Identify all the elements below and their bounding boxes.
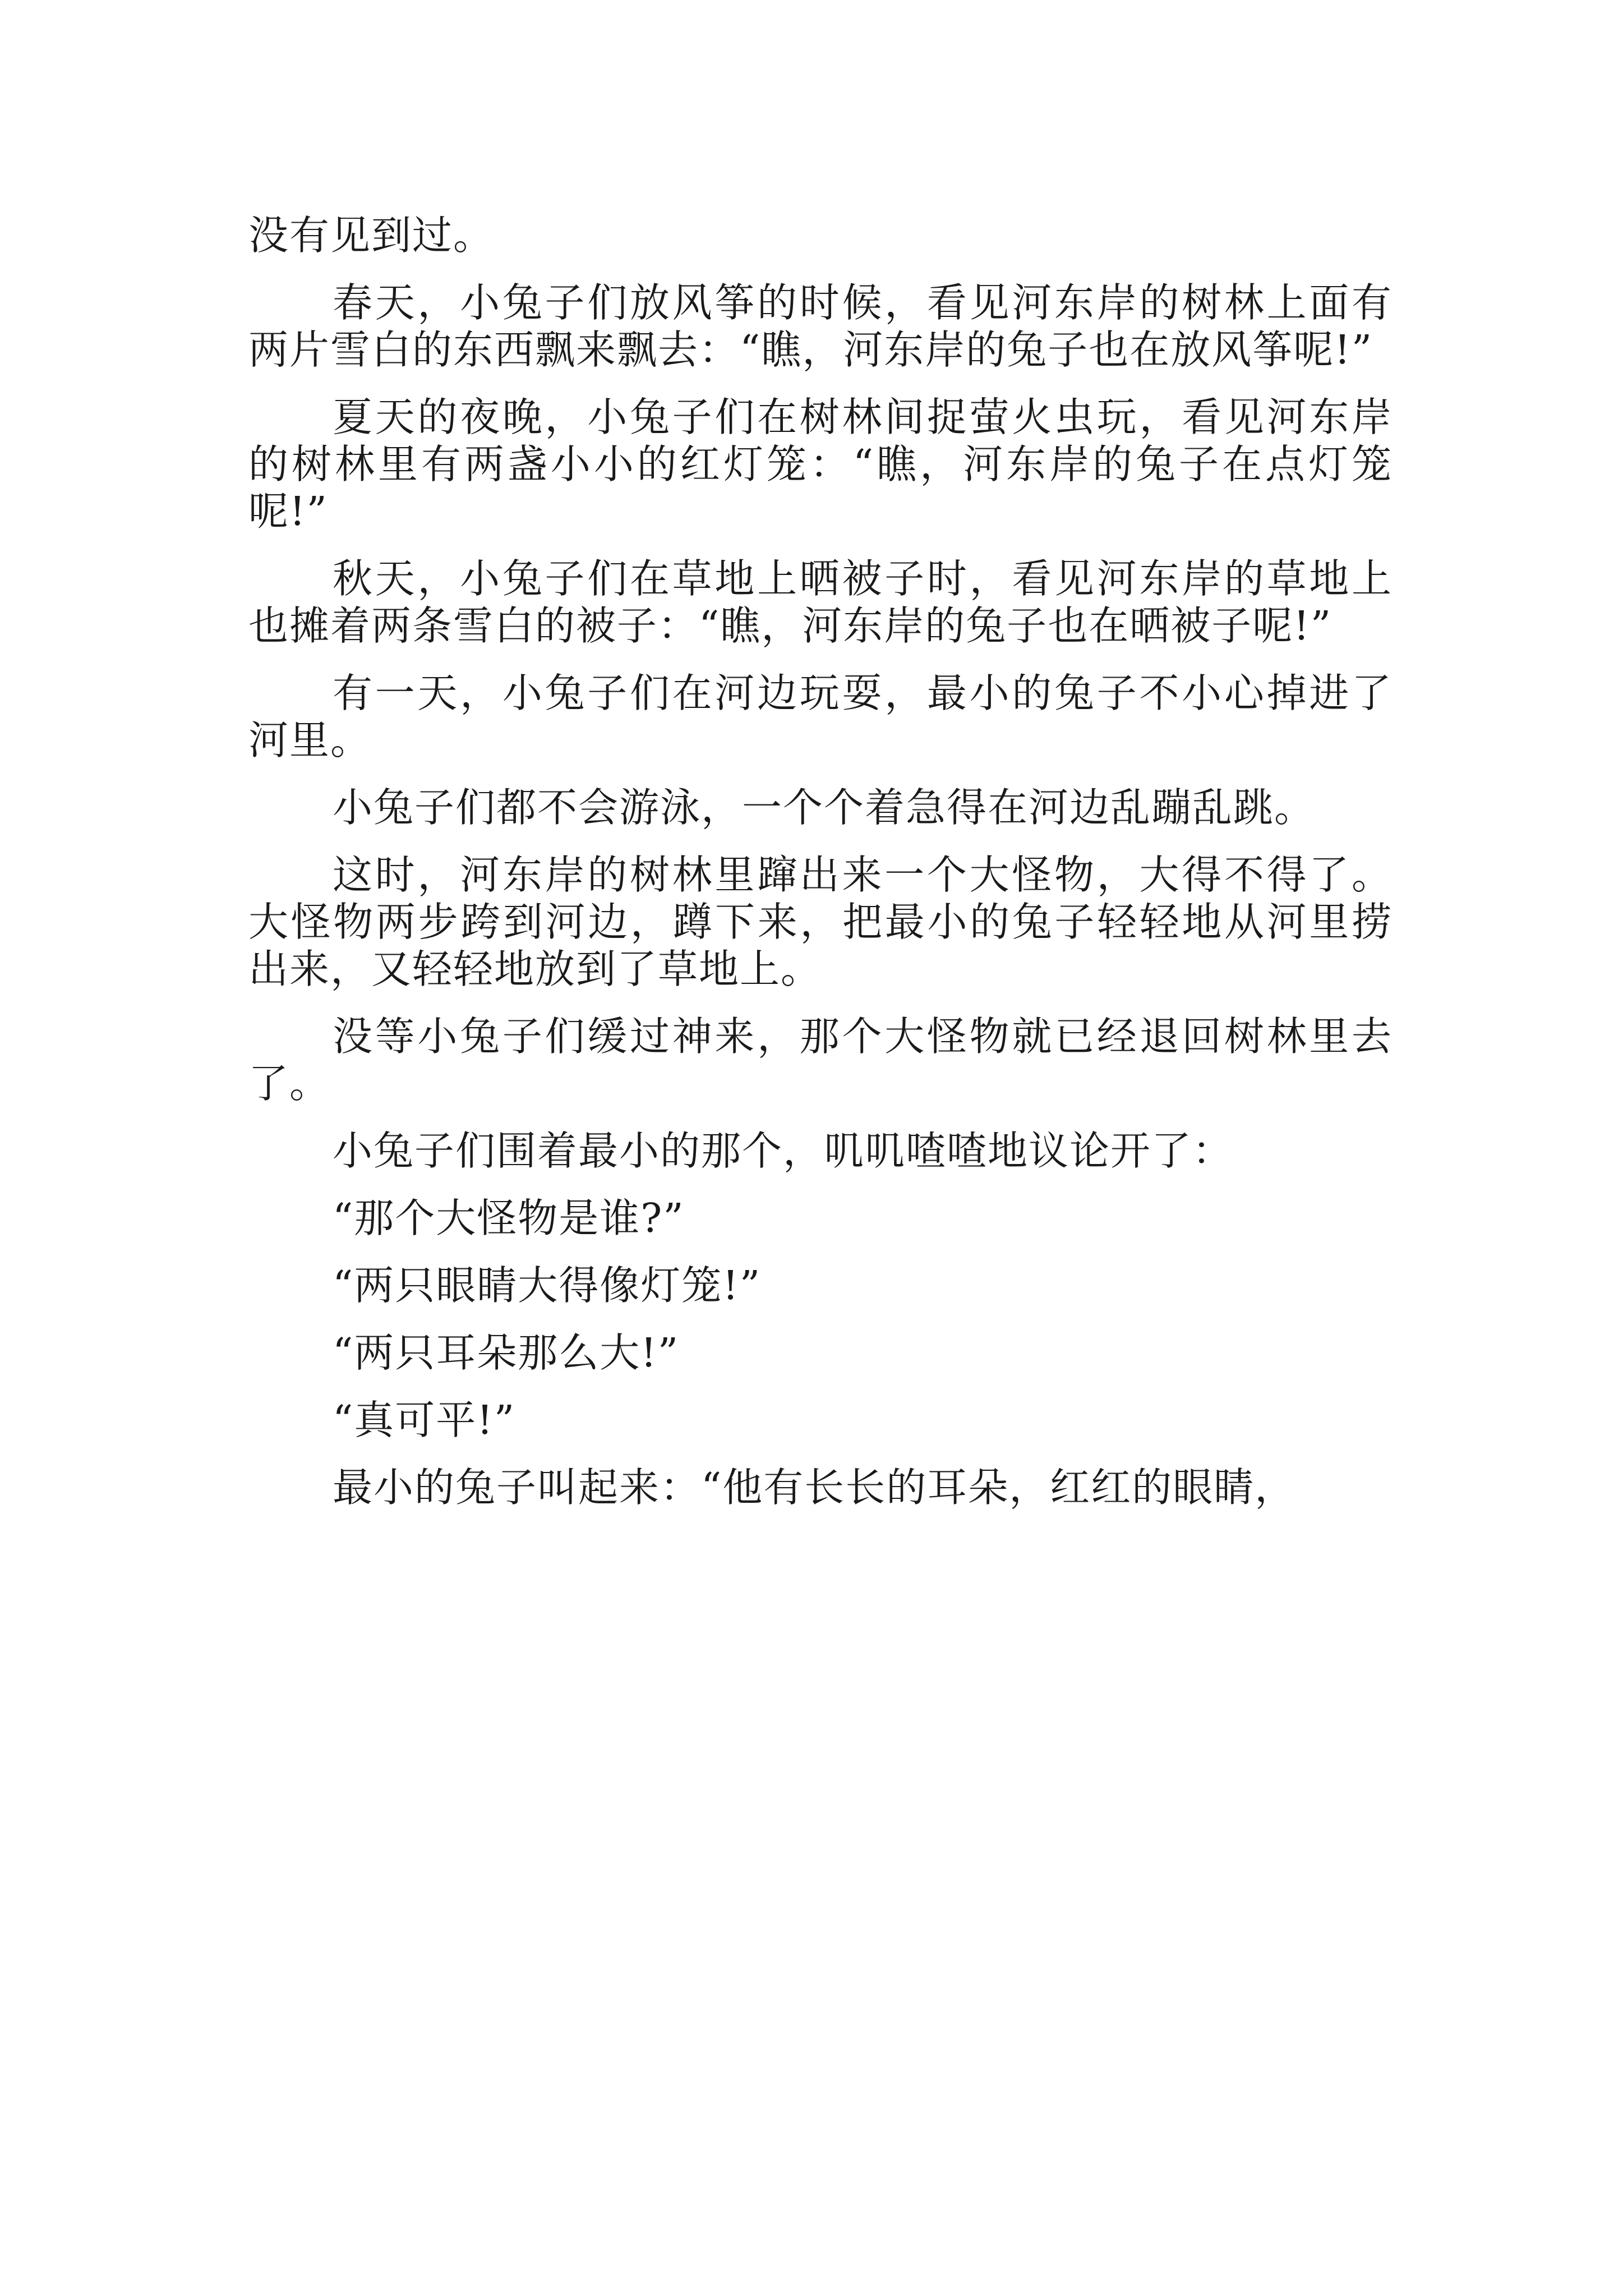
dialogue-line: “两只耳朵那么大!” [333, 1329, 680, 1376]
story-text [248, 212, 1393, 1531]
paragraph: 秋天，小兔子们在草地上晒被子时，看见河东岸的草地上也摊着两条雪白的被子：“瞧，河东岸的兔子也在晒被子呢!” [248, 555, 1393, 649]
paragraph: 这时，河东岸的树林里蹿出来一个大怪物，大得不得了。大怪物两步跨到河边，蹲下来，把最小的兔子轻轻地从河里捞出来，又轻轻地放到了草地上。 [248, 852, 1393, 992]
paragraph: 小兔子们都不会游泳，一个个着急得在河边乱蹦乱跳。 [333, 784, 1316, 831]
paragraph: 夏天的夜晚，小兔子们在树林间捉萤火虫玩，看见河东岸的树林里有两盏小小的红灯笼：“瞧，河东岸的兔子在点灯笼呢!” [248, 394, 1393, 535]
dialogue-line: “两只眼睛大得像灯笼!” [333, 1262, 762, 1309]
paragraph: 春天，小兔子们放风筝的时候，看见河东岸的树林上面有两片雪白的东西飘来飘去：“瞧，河东岸的兔子也在放风筝呢!” [248, 279, 1393, 373]
paragraph: 最小的兔子叫起来：“他有长长的耳朵，红红的眼睛， [333, 1464, 1296, 1511]
dialogue-line: “真可平!” [333, 1397, 516, 1443]
dialogue-line: “那个大怪物是谁?” [333, 1195, 685, 1241]
paragraph: 有一天，小兔子们在河边玩耍，最小的兔子不小心掉进了河里。 [248, 670, 1393, 763]
paragraph: 小兔子们围着最小的那个，叽叽喳喳地议论开了： [333, 1128, 1234, 1174]
paragraph: 没等小兔子们缓过神来，那个大怪物就已经退回树林里去了。 [248, 1013, 1393, 1107]
paragraph: 没有见到过。 [248, 212, 495, 259]
